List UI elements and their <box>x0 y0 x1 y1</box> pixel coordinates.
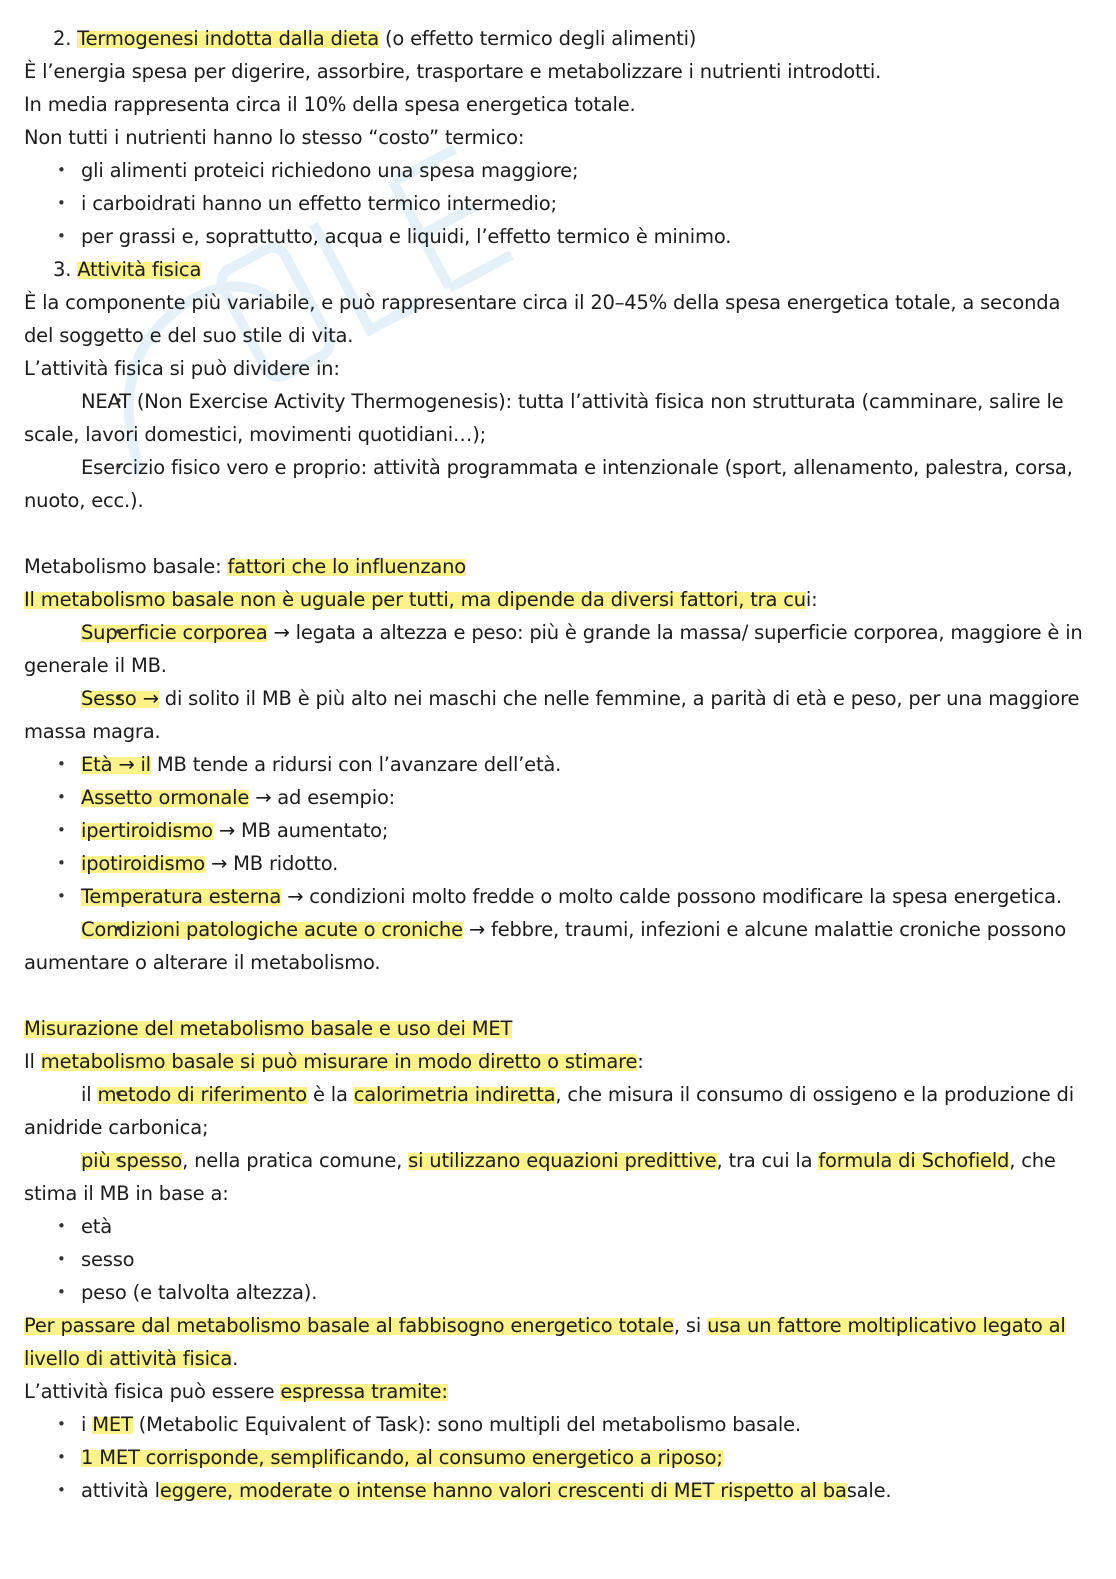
list-item: • Esercizio fisico vero e proprio: attività programmata e intenzionale (sport, allenamento, palestra, corsa, nuoto, ecc.). <box>24 451 1092 517</box>
highlight: Misurazione del metabolismo basale e uso dei MET <box>24 1017 513 1040</box>
list-item: • Sesso → di solito il MB è più alto nei maschi che nelle femmine, a parità di età e peso, per una maggiore massa magra. <box>24 682 1092 748</box>
list-item: • il metodo di riferimento è la calorimetria indiretta, che misura il consumo di ossigeno e la produzione di anidride carbonica; <box>24 1078 1092 1144</box>
highlight: ipotiroidismo <box>81 852 206 875</box>
paragraph: Il metabolismo basale non è uguale per tutti, ma dipende da diversi fattori, tra cui: <box>24 588 818 611</box>
highlight: metodo di riferimento <box>97 1083 307 1106</box>
paragraph: In media rappresenta circa il 10% della spesa energetica totale. <box>24 93 636 116</box>
list-item: • NEAT (Non Exercise Activity Thermogenesis): tutta l’attività fisica non strutturata (camminare, salire le scale, lavori domestici, movimenti quotidiani…); <box>24 385 1092 451</box>
paragraph: È l’energia spesa per digerire, assorbire, trasportare e metabolizzare i nutrienti introdotti. <box>24 60 882 83</box>
list-item: • i MET (Metabolic Equivalent of Task): sono multipli del metabolismo basale. <box>24 1408 1092 1441</box>
list-item: • Temperatura esterna → condizioni molto fredde o molto calde possono modificare la spesa energetica. <box>24 880 1092 913</box>
highlight: MET <box>92 1413 133 1436</box>
highlight: calorimetria indiretta <box>353 1083 556 1106</box>
paragraph: L’attività fisica si può dividere in: <box>24 357 340 380</box>
highlight: Per passare dal metabolismo basale al fabbisogno energetico totale <box>24 1314 674 1337</box>
highlight: Età → il <box>81 753 151 776</box>
list-item: • ipertiroidismo → MB aumentato; <box>24 814 1092 847</box>
highlight: eggere, moderate o intense hanno valori crescenti di MET rispetto al ba <box>159 1479 847 1502</box>
list-item: • attività leggere, moderate o intense hanno valori crescenti di MET rispetto al basale. <box>24 1474 1092 1507</box>
heading-factors: Metabolismo basale: fattori che lo influenzano <box>24 555 467 578</box>
highlight: Assetto ormonale <box>81 786 250 809</box>
highlight: usa un fattore moltiplicativo legato al livello di attività fisica <box>24 1314 1066 1370</box>
paragraph: Per passare dal metabolismo basale al fabbisogno energetico totale, si usa un fattore moltiplicativo legato al livello di attività fisica. <box>24 1314 1066 1370</box>
paragraph: Non tutti i nutrienti hanno lo stesso “costo” termico: <box>24 126 525 149</box>
list-item: • Condizioni patologiche acute o croniche → febbre, traumi, infezioni e alcune malattie croniche possono aumentare o alterare il metabolismo. <box>24 913 1092 979</box>
highlight: Termogenesi indotta dalla dieta <box>77 27 379 50</box>
paragraph: Il metabolismo basale si può misurare in modo diretto o stimare: <box>24 1050 644 1073</box>
paragraph: L’attività fisica può essere espressa tramite: <box>24 1380 448 1403</box>
highlight: formula di Schofield <box>818 1149 1010 1172</box>
list-item: • peso (e talvolta altezza). <box>24 1276 1092 1309</box>
document-page <box>24 22 1092 1507</box>
highlight: più spesso <box>81 1149 183 1172</box>
highlight: 1 MET corrisponde, semplificando, al consumo energetico a riposo; <box>81 1446 723 1469</box>
list-item: • età <box>24 1210 1092 1243</box>
highlight: si utilizzano equazioni predittive <box>408 1149 717 1172</box>
highlight: Attività fisica <box>77 258 202 281</box>
list-item: • Superficie corporea → legata a altezza e peso: più è grande la massa/ superficie corporea, maggiore è in generale il MB. <box>24 616 1092 682</box>
list-item: • sesso <box>24 1243 1092 1276</box>
heading-measurement <box>24 1012 1092 1045</box>
paragraph: È la componente più variabile, e può rappresentare circa il 20–45% della spesa energetica totale, a seconda del soggetto e del suo stile di vita. <box>24 291 1061 347</box>
highlight: Superficie corporea <box>81 621 268 644</box>
list-item: • gli alimenti proteici richiedono una spesa maggiore; <box>24 154 1092 187</box>
list-item: • i carboidrati hanno un effetto termico intermedio; <box>24 187 1092 220</box>
highlight: espressa tramite: <box>280 1380 448 1403</box>
list-item: • più spesso, nella pratica comune, si utilizzano equazioni predittive, tra cui la formula di Schofield, che stima il MB in base a: <box>24 1144 1092 1210</box>
highlight: metabolismo basale si può misurare in modo diretto o stimare <box>40 1050 638 1073</box>
heading-thermogenesis: 2. Termogenesi indotta dalla dieta (o effetto termico degli alimenti) <box>53 27 697 50</box>
list-item: • ipotiroidismo → MB ridotto. <box>24 847 1092 880</box>
list-item <box>24 1441 1092 1474</box>
highlight: Il metabolismo basale non è uguale per tutti, ma dipende da diversi fattori, tra cu <box>24 588 806 611</box>
highlight: ipertiroidismo <box>81 819 213 842</box>
heading-physical-activity: 3. Attività fisica <box>53 258 202 281</box>
highlight: fattori che lo influenzano <box>227 555 467 578</box>
list-item: • Assetto ormonale → ad esempio: <box>24 781 1092 814</box>
list-item: • Età → il MB tende a ridursi con l’avanzare dell’età. <box>24 748 1092 781</box>
highlight: Condizioni patologiche acute o croniche <box>81 918 463 941</box>
highlight: Temperatura esterna <box>81 885 282 908</box>
highlight: Sesso → <box>81 687 159 710</box>
list-item: • per grassi e, soprattutto, acqua e liquidi, l’effetto termico è minimo. <box>24 220 1092 253</box>
